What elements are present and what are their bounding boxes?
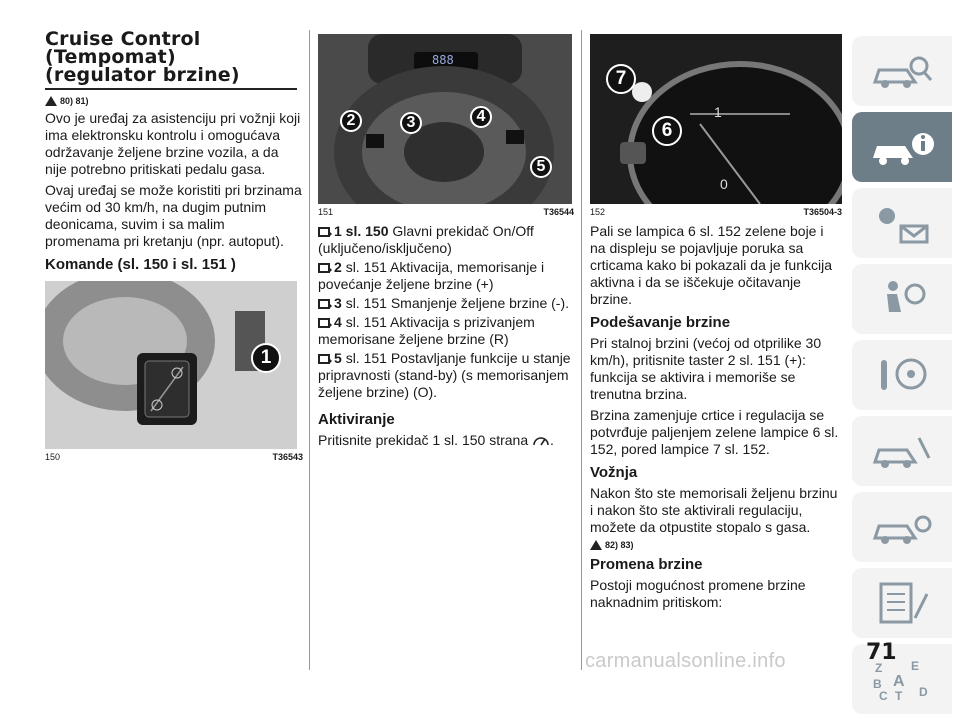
gauge-label: 0	[720, 176, 728, 192]
figure-caption: 151 T36544	[318, 207, 574, 217]
chapter-tabs	[852, 36, 960, 720]
car-service-icon	[867, 504, 937, 550]
callout-3: 3	[400, 112, 422, 134]
warning-reference: 80) 81)	[45, 96, 303, 106]
speed-display: 888	[432, 53, 454, 67]
gauge-label: 1	[714, 104, 722, 120]
callout-7: 7	[606, 64, 636, 94]
subheading: Promena brzine	[590, 556, 703, 573]
arrow-box-icon	[318, 227, 330, 237]
list-item: 2 sl. 151 Aktivacija, memorisanje i povećanje željene brzine (+)	[318, 259, 545, 292]
column-2	[318, 0, 574, 453]
warning-triangle-icon	[45, 96, 57, 106]
callout-4: 4	[470, 106, 492, 128]
index-letter: D	[919, 685, 928, 699]
column-1	[45, 0, 303, 468]
warning-lights-icon	[867, 200, 937, 246]
subheading: Komande (sl. 150 i sl. 151 )	[45, 256, 236, 273]
callout-5: 5	[530, 156, 552, 178]
tab-airbag[interactable]	[852, 264, 952, 334]
index-letter: A	[893, 673, 905, 690]
tab-car-info[interactable]	[852, 112, 952, 182]
arrow-box-icon	[318, 318, 330, 328]
paragraph: Brzina zamenjuje crtice i regulacija se potvrđuje paljenjem zelene lampice 6 sl. 152, pored lampice 7 sl. 152.	[590, 407, 839, 457]
tab-warning-lights[interactable]	[852, 188, 952, 258]
arrow-box-icon	[318, 299, 330, 309]
column-divider	[309, 30, 310, 670]
tab-steering[interactable]	[852, 340, 952, 410]
figure-151	[318, 34, 572, 204]
index-letter: T	[895, 689, 903, 702]
list-checklist-icon	[867, 580, 937, 626]
watermark: carmanualsonline.info	[585, 650, 786, 672]
paragraph: Ovo je uređaj za asistenciju pri vožnji koji ima elektronsku kontrolu i omogućava održavanje željene brzine vozila, a da nije potrebno pritiskati pedalu gasa.	[45, 110, 301, 177]
warning-reference: 82) 83)	[590, 540, 842, 550]
figure-caption: 150 T36543	[45, 452, 303, 462]
arrow-box-icon	[318, 263, 330, 273]
index-letter: E	[911, 659, 920, 673]
car-wrench-icon	[867, 428, 937, 474]
tab-car-search[interactable]	[852, 36, 952, 106]
car-info-icon	[867, 124, 937, 170]
car-search-icon	[867, 48, 937, 94]
paragraph: Nakon što ste memorisali željenu brzinu i nakon što ste aktivirali regulaciju, možete da otpustite stopalo s gasa.	[590, 485, 838, 535]
tab-car-wrench[interactable]	[852, 416, 952, 486]
index-letter: C	[879, 689, 888, 702]
subheading: Podešavanje brzine	[590, 314, 731, 331]
warning-triangle-icon	[590, 540, 602, 550]
subheading: Aktiviranje	[318, 411, 395, 428]
paragraph: Postoji mogućnost promene brzine naknadnim pritiskom:	[590, 577, 806, 610]
index-letter: Z	[875, 661, 883, 675]
index-letter: B	[873, 677, 882, 691]
steering-key-icon	[867, 352, 937, 398]
column-3	[590, 0, 842, 615]
tab-checklist[interactable]	[852, 568, 952, 638]
list-item: 4 sl. 151 Aktivacija s prizivanjem memorisane željene brzine (R)	[318, 314, 535, 347]
list-item: 3 sl. 151 Smanjenje željene brzine (-).	[318, 295, 574, 312]
section-title: Cruise Control (Tempomat) (regulator brzine)	[45, 28, 240, 86]
arrow-box-icon	[318, 354, 330, 364]
list-item: 1 sl. 150 Glavni prekidač On/Off (uključeno/isključeno)	[318, 223, 534, 256]
paragraph: Ovaj uređaj se može koristiti pri brzinama većim od 30 km/h, na dugim putnim deonicama, suvim i sa malim promenama pri kretanju (npr. autoput).	[45, 182, 302, 249]
page-number: 71	[866, 640, 897, 665]
column-divider	[581, 30, 582, 670]
airbag-person-icon	[867, 276, 937, 322]
callout-2: 2	[340, 110, 362, 132]
paragraph: Pali se lampica 6 sl. 152 zelene boje i na displeju se pojavljuje poruka sa crticama kako bi pokazali da je funkcija aktivna i da se iščekuje očitavanje brzine.	[590, 223, 833, 307]
callout-1: 1	[251, 343, 281, 373]
figure-152	[590, 34, 842, 204]
list-item: 5 sl. 151 Postavljanje funkcije u stanje pripravnosti (stand-by) (s memorisanjem željene brzine) (O).	[318, 350, 571, 400]
tab-car-service[interactable]	[852, 492, 952, 562]
cruise-control-icon	[532, 433, 550, 447]
paragraph: Pritisnite prekidač 1 sl. 150 strana .	[318, 432, 554, 448]
subheading: Vožnja	[590, 464, 638, 481]
figure-150	[45, 281, 297, 449]
callout-6: 6	[652, 116, 682, 146]
figure-caption: 152 T36504-3	[590, 207, 842, 217]
title-underline	[45, 88, 297, 90]
paragraph: Pri stalnoj brzini (većoj od otprilike 30 km/h), pritisnite taster 2 sl. 151 (+): funkcija se aktivira i memoriše se trenutna brzina.	[590, 335, 822, 402]
